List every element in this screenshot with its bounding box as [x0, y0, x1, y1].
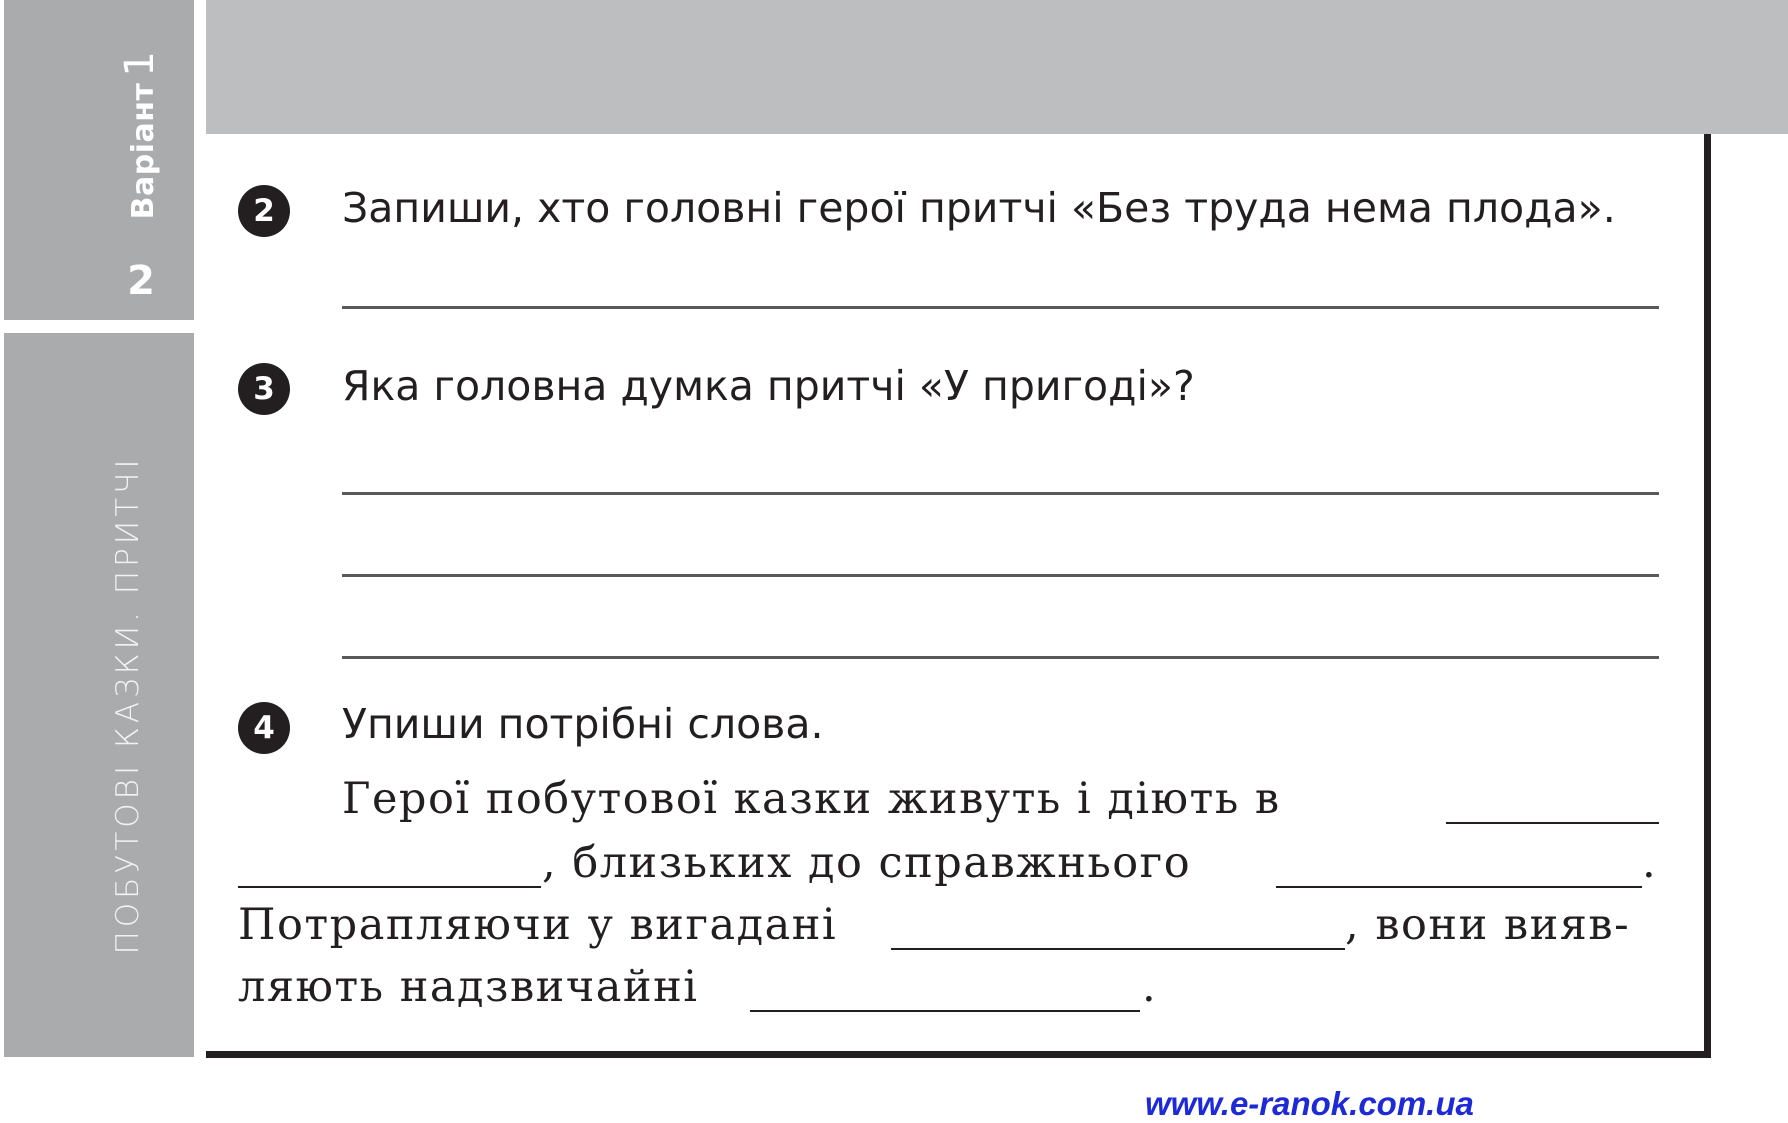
fill-in-blank[interactable] [238, 886, 541, 888]
task-4-question: Упиши потрібні слова. [342, 700, 824, 748]
fill-in-text-line-3: Потрапляючи у вигадані [238, 900, 838, 950]
section-title: ПОБУТОВІ КАЗКИ. ПРИТЧІ [110, 455, 146, 955]
fill-in-text-line-4: ляють надзвичайні [238, 962, 699, 1012]
fill-in-text-line-3-end: , вони вияв- [1345, 900, 1631, 950]
answer-line[interactable] [342, 574, 1659, 577]
answer-line[interactable] [342, 492, 1659, 495]
page-number: 2 [127, 258, 155, 304]
frame-right-border [1704, 134, 1711, 1058]
fill-in-period: . [1642, 838, 1658, 888]
variant-number: 1 [117, 50, 163, 77]
fill-in-period: . [1142, 962, 1158, 1012]
fill-in-blank[interactable] [1446, 822, 1659, 824]
sidebar-section-panel [4, 333, 194, 1057]
fill-in-text-line-2: , близьких до справжнього [542, 838, 1192, 888]
answer-line[interactable] [342, 656, 1659, 659]
variant-label: Варіант1 [117, 50, 163, 220]
fill-in-blank[interactable] [750, 1010, 1140, 1012]
publisher-url[interactable]: www.e-ranok.com.ua [1145, 1085, 1474, 1122]
fill-in-blank[interactable] [1276, 886, 1642, 888]
task-3-question: Яка головна думка притчі «У пригоді»? [342, 362, 1195, 410]
task-number-badge: 4 [238, 702, 290, 754]
answer-line[interactable] [342, 306, 1659, 309]
task-2-question: Запиши, хто головні герої притчі «Без труда нема плода». [342, 184, 1616, 232]
frame-bottom-border [206, 1051, 1711, 1058]
header-band [206, 0, 1788, 134]
fill-in-text-line-1: Герої побутової казки живуть і діють в [342, 774, 1281, 824]
sidebar-variant-panel [4, 0, 194, 320]
task-number-badge: 2 [238, 185, 290, 237]
fill-in-blank[interactable] [891, 948, 1345, 950]
task-number-badge: 3 [238, 363, 290, 415]
